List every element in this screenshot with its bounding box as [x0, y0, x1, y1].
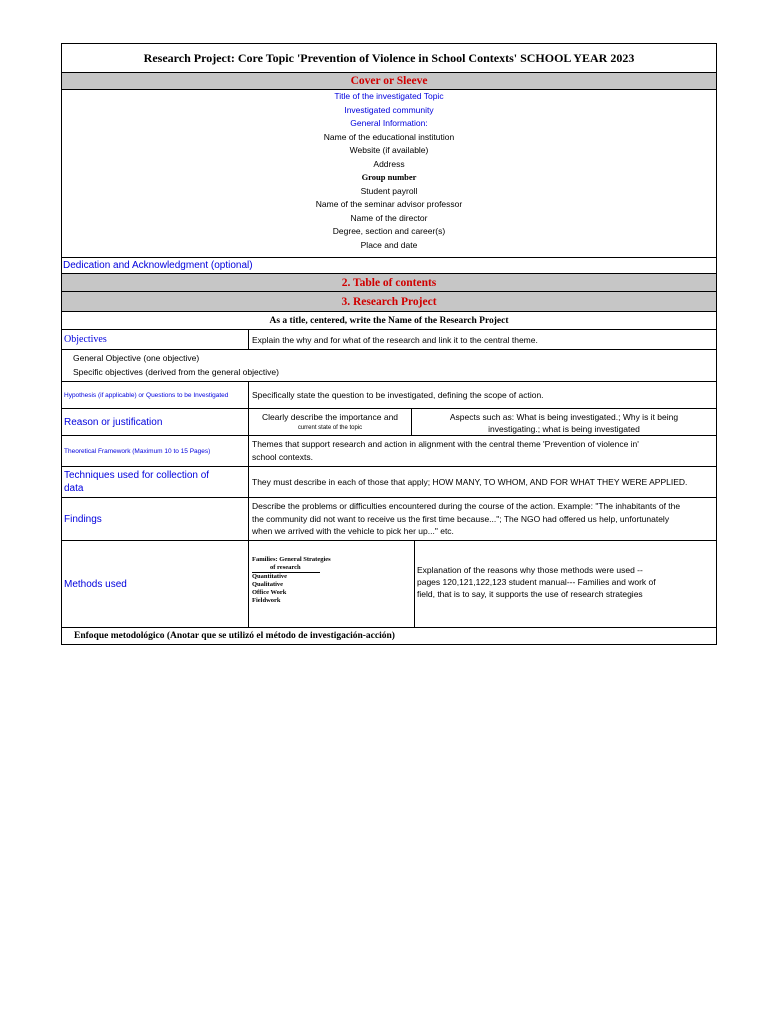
methods-explanation-line2: pages 120,121,122,123 student manual--- Families and work of [417, 577, 656, 587]
cover-item-place-date: Place and date [360, 239, 418, 250]
objectives-value: Explain the why and for what of the research and link it to the central theme. [252, 335, 538, 345]
objectives-row [62, 330, 716, 350]
cover-item-group-number: Group number [361, 172, 417, 182]
cover-item-degree: Degree, section and career(s) [332, 226, 446, 236]
reason-row [62, 409, 716, 436]
objectives-detail-row [62, 350, 716, 382]
methods-row [62, 541, 716, 628]
hypothesis-value: Specifically state the question to be investigated, defining the scope of action. [249, 382, 716, 408]
cover-item-general-info: General Information: [350, 118, 428, 128]
cover-item-address: Address [373, 158, 405, 169]
specific-objectives: Specific objectives (derived from the general objective) [73, 367, 279, 377]
reason-importance-cell [249, 409, 412, 435]
objectives-label: Objectives [62, 330, 249, 349]
methodological-approach: Enfoque metodológico (Anotar que se utilizó el método de investigación-acción) [74, 631, 395, 641]
methods-item-office-work: Office Work [252, 589, 287, 596]
framework-line1: Themes that support research and action in alignment with the central theme 'Prevention of violence in' [252, 439, 639, 449]
methods-item-quantitative: Quantitative [252, 573, 288, 580]
framework-line2: school contexts. [252, 452, 313, 462]
findings-label: Findings [62, 498, 249, 540]
cover-item-website: Website (if available) [349, 145, 429, 155]
cover-item-payroll: Student payroll [360, 185, 418, 196]
reason-importance-line1: Clearly describe the importance and [261, 412, 399, 422]
reason-label: Reason or justification [62, 409, 249, 435]
methods-explanation-line1: Explanation of the reasons why those methods were used -- [417, 565, 643, 575]
reason-aspects-cell [412, 409, 716, 435]
reason-aspects-line2: investigating.; what is being investigated [488, 424, 640, 434]
hypothesis-label: Hypothesis (if applicable) or Questions to be Investigated [62, 382, 249, 408]
techniques-row [62, 467, 716, 498]
cover-section [62, 90, 716, 258]
findings-value [249, 498, 716, 540]
reason-importance-line2: current state of the topic [297, 425, 363, 431]
cover-item-community: Investigated community [344, 104, 434, 115]
document-title: Research Project: Core Topic 'Prevention of Violence in School Contexts' SCHOOL YEAR 2023 [62, 44, 716, 73]
research-subtitle: As a title, centered, write the Name of the Research Project [62, 312, 716, 330]
toc-header: 2. Table of contents [62, 274, 716, 292]
dedication-row: Dedication and Acknowledgment (optional) [62, 258, 716, 274]
general-objective: General Objective (one objective) [73, 353, 200, 363]
methods-explanation-line3: field, that is to say, it supports the use of research strategies [417, 589, 643, 599]
cover-item-advisor: Name of the seminar advisor professor [315, 199, 463, 209]
hypothesis-row [62, 382, 716, 409]
research-project-document [61, 43, 717, 645]
reason-aspects-line1: Aspects such as: What is being investigated.; Why is it being [449, 412, 679, 422]
techniques-value: They must describe in each of those that apply; HOW MANY, TO WHOM, AND FOR WHAT THEY WERE APPLIED. [252, 477, 688, 487]
cover-item-topic: Title of the investigated Topic [334, 91, 444, 101]
findings-line2: the community did not want to receive us the first time because..."; The NGO had offered us help, unfortunately [252, 513, 670, 524]
techniques-label [62, 467, 249, 497]
framework-row [62, 436, 716, 467]
cover-header: Cover or Sleeve [62, 73, 716, 90]
methods-label: Methods used [62, 541, 249, 627]
findings-line3: when we arrived with the vehicle to pick her up..." etc. [252, 526, 454, 536]
framework-value [249, 436, 716, 466]
methods-item-qualitative: Qualitative [252, 581, 284, 588]
findings-line1: Describe the problems or difficulties encountered during the course of the action. Example: "The inhabitants of the [252, 501, 681, 511]
methods-item-fieldwork: Fieldwork [252, 597, 281, 604]
methods-families-line1: Families: General Strategies [252, 556, 331, 563]
techniques-label-line1: Techniques used for collection of [64, 470, 210, 481]
framework-label: Theoretical Framework (Maximum 10 to 15 Pages) [62, 436, 249, 466]
techniques-label-line2: data [64, 483, 84, 494]
methods-families-cell [249, 541, 415, 627]
cover-item-director: Name of the director [350, 212, 428, 223]
methods-families-line2: of research [252, 564, 320, 573]
findings-row [62, 498, 716, 541]
methods-explanation-cell [415, 541, 716, 627]
research-header: 3. Research Project [62, 292, 716, 312]
cover-item-institution: Name of the educational institution [323, 131, 455, 142]
